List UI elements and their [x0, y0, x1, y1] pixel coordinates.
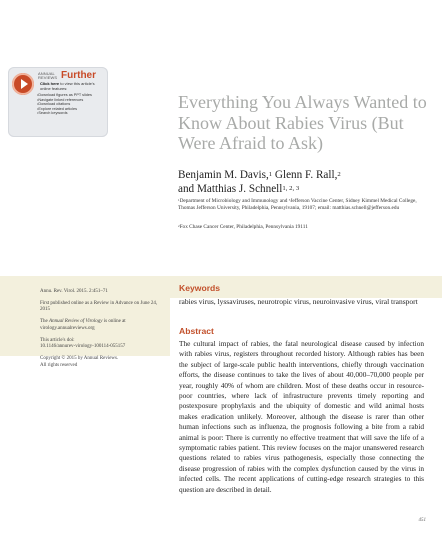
article-title: Everything You Always Wanted to Know About Rabies Virus (But Were Afraid to Ask)	[178, 92, 427, 153]
further-brand: Further	[61, 70, 96, 81]
abstract-text: The cultural impact of rabies, the fatal neurological disease caused by infection with rabies virus, registers throughout recorded history. Although rabies has been the subject of large-scale public health interventions, chiefly through vaccination efforts, the disease continues to take the lives of about 40,000–70,000 people per year, roughly 40% of whom are children. Most of these deaths occur in resource-poor countries, where lack of infrastructure prevents timely reporting and postexposure prophylaxis and the ubiquity of domestic and wild animal hosts makes eradication unlikely. Moreover, although the disease is rarer than other human infections such as influenza, the prognosis following a bite from a rabid animal is poor: There is currently no effective treatment that will save the life of a symptomatic rabies patient. This review focuses on the major unanswered research questions related to rabies virus pathogenesis, especially those connecting the disease progression of rabies with the complex dysfunction caused by the virus in infected cells. The recent applications of cutting-edge research strategies to this question are described in detail.	[179, 339, 424, 494]
further-item[interactable]: • Search keywords	[37, 111, 107, 116]
article-authors: Benjamin M. Davis,$^1$ Glenn F. Rall,$^2$ and Matthias J. Schnell$^{1, 2, 3}$	[178, 169, 341, 195]
further-play-icon[interactable]	[12, 73, 34, 95]
abstract-heading: Abstract	[179, 326, 214, 336]
affiliation-2: $^2$Fox Chase Cancer Center, Philadelphia, Pennsylvania 19111	[178, 223, 308, 230]
further-click-text[interactable]: Click here to view this article's online features:	[40, 81, 95, 91]
further-item[interactable]: • Download citations	[37, 102, 107, 107]
first-published: First published online as a Review in Advance on June 24, 2015	[40, 300, 158, 313]
journal-online: The Annual Review of Virology is online at virology.annualreviews.org	[40, 319, 126, 331]
metadata-text	[40, 289, 162, 374]
keywords-text: rabies virus, lyssaviruses, neurotropic virus, neuroinvasive virus, viral transport	[179, 297, 418, 306]
copyright: Copyright © 2015 by Annual Reviews. All rights reserved	[40, 355, 119, 368]
further-item[interactable]: • Download figures as PPT slides	[37, 93, 107, 98]
further-item[interactable]: • Navigate linked references	[37, 98, 107, 103]
page-number: 451	[418, 518, 426, 523]
citation: Annu. Rev. Virol. 2015. 2:451–71	[40, 289, 108, 294]
keywords-heading: Keywords	[179, 283, 221, 293]
doi[interactable]: This article's doi: 10.1146/annurev-virology-100114-055157	[40, 337, 126, 350]
further-feature-list	[37, 93, 107, 116]
annual-reviews-label: ANNUAL REVIEWS	[38, 71, 58, 80]
further-item[interactable]: • Explore related articles	[37, 107, 107, 112]
affiliation-1: $^1$Department of Microbiology and Immunology and $^3$Jefferson Vaccine Center, Sidney Kimmel Medical College, Thomas Jefferson University, Philadelphia, Pennsylvania, 19107; email: matthias.schnell@jefferson.edu	[178, 197, 417, 211]
further-features-box[interactable]	[8, 67, 108, 137]
